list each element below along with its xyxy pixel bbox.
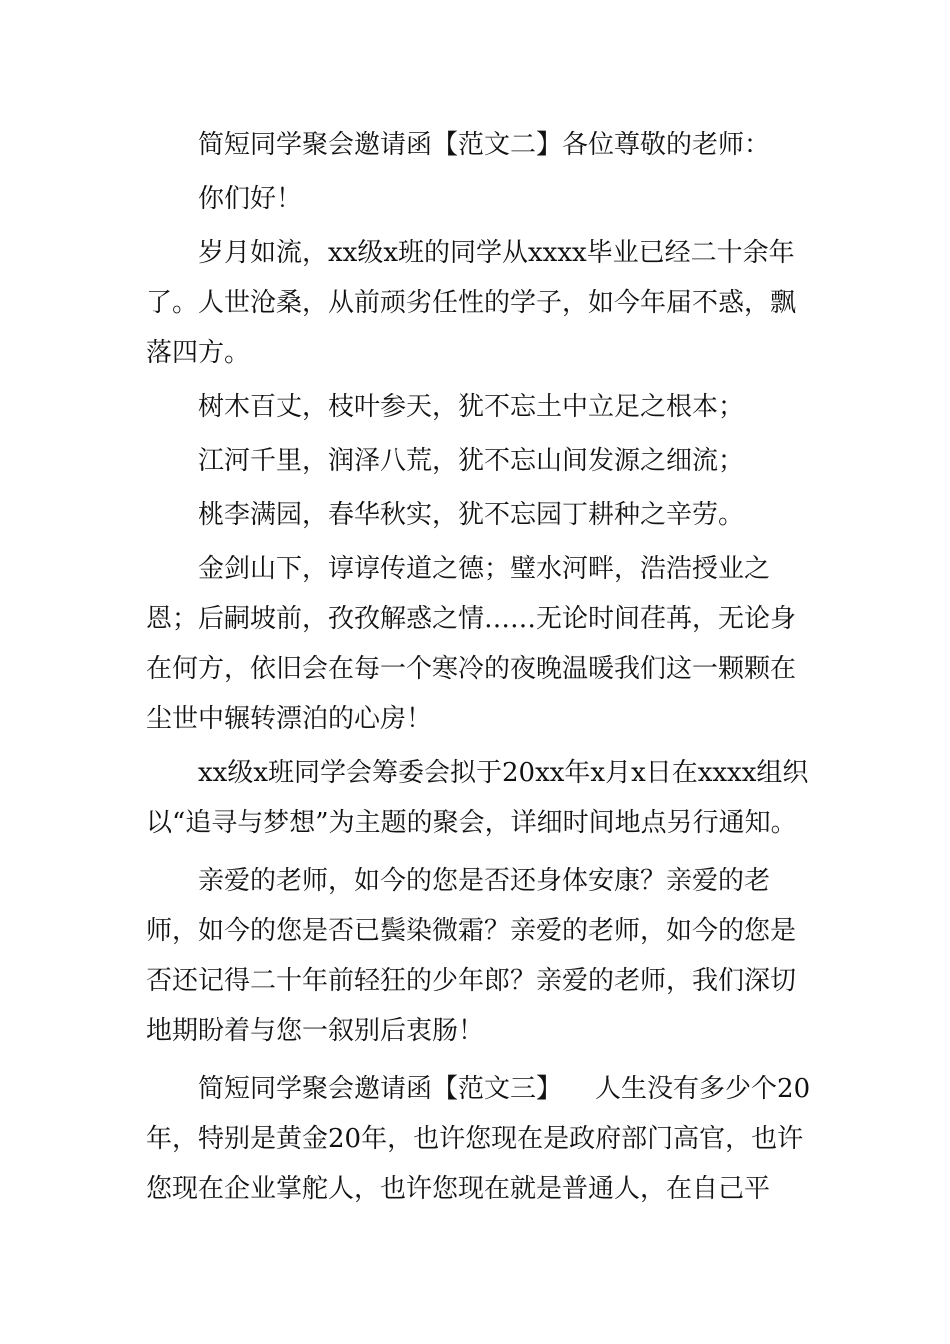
paragraph-announcement: xx级x班同学会筹委会拟于20xx年x月x日在xxxx组织以“追寻与梦想”为主题的聚会，详细时间地点另行通知。: [146, 758, 809, 838]
paragraph-sample-three: 简短同学聚会邀请函【范文三】 人生没有多少个20年，特别是黄金20年，也许您现在是政府部门高官，也许您现在企业掌舵人，也许您现在就是普通人，在自己平: [146, 1074, 811, 1204]
paragraph-title: 简短同学聚会邀请函【范文二】各位尊敬的老师：: [198, 130, 771, 160]
paragraph-wishes: 亲爱的老师，如今的您是否还身体安康？亲爱的老师，如今的您是否已鬓染微霜？亲爱的老师，如今的您是否还记得二十年前轻狂的少年郎？亲爱的老师，我们深切地期盼着与您一叙别后衷肠！: [146, 866, 797, 1046]
paragraph-verse-1: 树木百丈，枝叶参天，犹不忘土中立足之根本；: [198, 392, 745, 422]
paragraph-verse-3: 桃李满园，春华秋实，犹不忘园丁耕种之辛劳。: [198, 500, 745, 530]
paragraph-verse-2: 江河千里，润泽八荒，犹不忘山间发源之细流；: [198, 446, 745, 476]
paragraph-intro: 岁月如流，xx级x班的同学从xxxx毕业已经二十余年了。人世沧桑，从前顽劣任性的学子，如今年届不惑，飘落四方。: [146, 238, 797, 368]
document-body: [146, 120, 818, 1214]
paragraph-memories: 金剑山下，谆谆传道之德；璧水河畔，浩浩授业之恩；后嗣坡前，孜孜解惑之情……无论时间荏苒，无论身在何方，依旧会在每一个寒冷的夜晚温暖我们这一颗颗在尘世中辗转漂泊的心房！: [146, 554, 797, 734]
paragraph-greeting: 你们好！: [198, 184, 303, 214]
